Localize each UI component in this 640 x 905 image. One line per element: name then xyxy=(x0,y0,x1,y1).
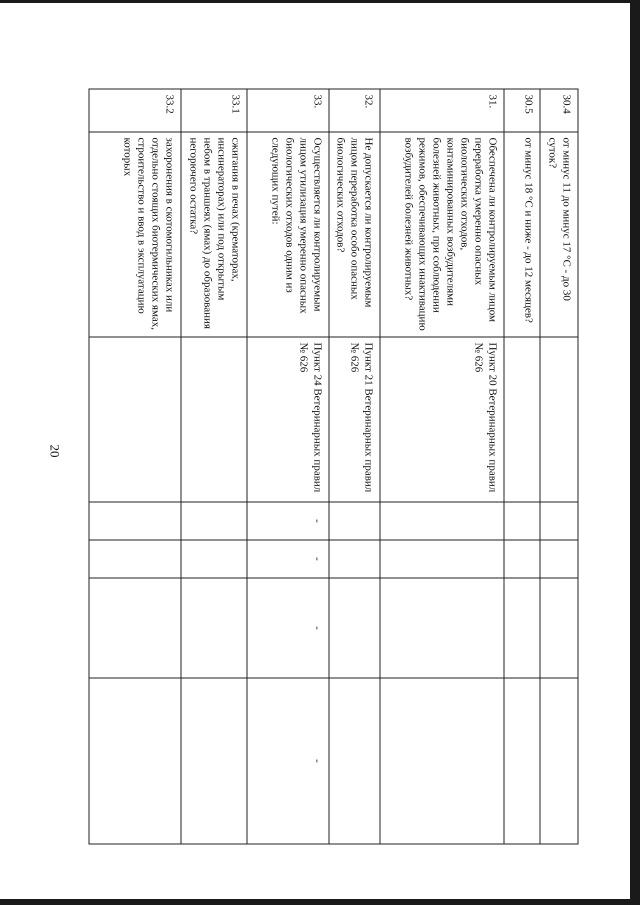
answer-no-cell xyxy=(181,540,247,578)
question-cell: захоронения в скотомогильниках или отдельно стоящих биотермических ямах, строительство и ввод в эксплуатацию которых xyxy=(89,132,181,337)
question-cell: Обеспечена ли контролируемым лицом переработка умеренно опасных биологических отходов, контаминированных возбудителями болезней животных, при соблюдении режимов, обеспечивающих инактивацию возбудителей болезней животных? xyxy=(380,132,504,337)
answer-no-cell xyxy=(89,540,181,578)
scan-edge-right xyxy=(630,0,640,905)
checklist-table xyxy=(88,89,578,845)
reference-cell xyxy=(504,337,540,502)
reference-cell xyxy=(89,337,181,502)
not-applicable-cell xyxy=(380,578,504,678)
row-number: 30.5 xyxy=(504,89,540,132)
row-number: 30.4 xyxy=(540,89,578,132)
answer-no-cell xyxy=(329,540,380,578)
answer-no-cell xyxy=(380,540,504,578)
answer-yes-cell xyxy=(329,502,380,540)
reference-cell: Пункт 20 Ветеринарных правил № 626 xyxy=(380,337,504,502)
row-number: 33.1 xyxy=(181,89,247,132)
note-cell xyxy=(181,678,247,844)
question-cell: сжигания в печах (крематорах, инсинераторах) или под открытым небом в траншеях (ямах) до образования негорючего остатка? xyxy=(181,132,247,337)
table-row xyxy=(329,89,380,844)
table-row xyxy=(181,89,247,844)
reference-cell xyxy=(540,337,578,502)
table-row xyxy=(504,89,540,844)
answer-yes-cell xyxy=(540,502,578,540)
row-number: 31. xyxy=(380,89,504,132)
answer-no-cell xyxy=(504,540,540,578)
checklist-table-wrapper xyxy=(92,89,579,844)
answer-yes-cell xyxy=(380,502,504,540)
question-cell: от минус 11 до минус 17 °С - до 30 суток? xyxy=(540,132,578,337)
question-cell: от минус 18 °С и ниже - до 12 месяцев? xyxy=(504,132,540,337)
question-cell: Не допускается ли контролируемым лицом переработка особо опасных биологических отходов? xyxy=(329,132,380,337)
answer-yes-cell: - xyxy=(247,502,329,540)
not-applicable-cell xyxy=(181,578,247,678)
page-number: 20 xyxy=(47,444,63,458)
table-row xyxy=(540,89,578,844)
reference-cell: Пункт 21 Ветеринарных правил № 626 xyxy=(329,337,380,502)
answer-yes-cell xyxy=(504,502,540,540)
answer-yes-cell xyxy=(89,502,181,540)
note-cell xyxy=(380,678,504,844)
row-number: 33.2 xyxy=(89,89,181,132)
row-number: 32. xyxy=(329,89,380,132)
not-applicable-cell xyxy=(540,578,578,678)
not-applicable-cell xyxy=(89,578,181,678)
scan-edge-top xyxy=(0,0,640,3)
answer-yes-cell xyxy=(181,502,247,540)
not-applicable-cell xyxy=(329,578,380,678)
note-cell xyxy=(329,678,380,844)
table-row xyxy=(89,89,181,844)
scan-edge-bottom xyxy=(0,899,640,905)
note-cell: - xyxy=(247,678,329,844)
not-applicable-cell xyxy=(504,578,540,678)
row-number: 33. xyxy=(247,89,329,132)
table-row xyxy=(380,89,504,844)
not-applicable-cell: - xyxy=(247,578,329,678)
table-row xyxy=(247,89,329,844)
note-cell xyxy=(89,678,181,844)
note-cell xyxy=(540,678,578,844)
reference-cell xyxy=(181,337,247,502)
question-cell: Осуществляется ли контролируемым лицом утилизация умеренно опасных биологических отходов одним из следующих путей: xyxy=(247,132,329,337)
answer-no-cell: - xyxy=(247,540,329,578)
answer-no-cell xyxy=(540,540,578,578)
note-cell xyxy=(504,678,540,844)
reference-cell: Пункт 24 Ветеринарных правил № 626 xyxy=(247,337,329,502)
